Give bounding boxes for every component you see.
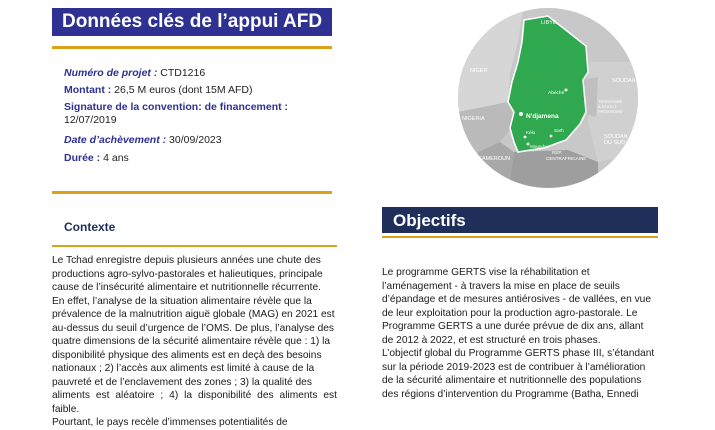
completion-row [64,134,222,147]
objectifs-line: d’épandage et de mesures antiérosives - de vallées, en vue [382,294,652,305]
contexte-line: prévalence de la malnutrition aiguë globale (MAG) en 2021 est [52,309,335,320]
objectifs-line: des régions d’intervention du Programme (Batha, Ennedi [382,388,639,400]
contexte-line: aliments est aléatoire ; 4) la disponibilité des aliments est faible. [52,390,337,415]
contexte-line: cause de l’insécurité alimentaire et nutritionnelle récurrente. [52,282,321,293]
map-label-niger: NIGER [470,68,488,74]
city-dot-abeche [565,89,568,92]
signature-label: Signature de la convention: de financement : [64,101,289,113]
objectifs-line: L’objectif global du Programme GERTS phase III, s’étandant [382,348,655,359]
contexte-line: Pourtant, le pays recèle d’immenses potentialités de [52,417,288,428]
duration-label: Durée : [64,152,101,164]
city-dot-sarh [550,135,553,138]
map-label-libye: LIBYE [541,20,557,26]
amount-value: 26,5 M euros (dont 15M AFD) [114,84,253,96]
project-number-row [64,67,205,80]
project-number-label: Numéro de projet : [64,67,158,79]
signature-value: 12/07/2019 [64,114,117,126]
city-dot-kelo [524,136,527,139]
objectifs-line: Programme GERTS a une durée prévue de dix ans, allant [382,321,644,332]
contexte-line: quatre dimensions de la sécurité alimentaire révèle que : 1) la [52,336,331,347]
contexte-title: Contexte [64,220,116,234]
key-data-divider [52,191,332,194]
signature-label-row [64,101,288,114]
contexte-line: productions agro-sylvo-pastorales et halieutiques, principale [52,268,323,280]
signature-value-row [64,114,117,127]
key-data-banner: Données clés de l’appui AFD [52,8,332,36]
contexte-line: En effet, l’analyse de la situation alimentaire révèle que la [52,295,312,307]
contexte-line: nationaux ; 2) l’accès aux aliments est limité à cause de la [52,363,315,374]
chad-map [448,2,648,194]
amount-label: Montant : [64,84,112,96]
map-label-kelo: Kélo [526,130,536,135]
map-label-cameroun: CAMEROUN [478,156,511,162]
objectifs-line: sur la période 2019-2023 est de contribuer à l’amélioration [382,361,646,373]
city-dot-moundou [527,143,530,146]
objectifs-line: Le programme GERTS vise la réhabilitation et [382,267,590,278]
duration-row [64,152,129,165]
map-label-nigeria: NIGERIA [462,116,485,122]
map-label-soudan-du-sud-2: DU SUD [604,140,626,146]
map-label-sarh: Sarh [554,128,564,133]
map-label-soudan-du-sud-1: SOUDAN [604,134,628,140]
contexte-line: Le Tchad enregistre depuis plusieurs années une chute des [52,255,321,266]
amount-row [64,84,252,97]
header-divider [52,46,332,49]
contexte-text [52,254,337,430]
completion-label: Date d’achèvement : [64,134,167,146]
project-number-value: CTD1216 [160,67,206,79]
objectifs-text [382,266,667,401]
map-label-territoire-3: PROVISOIRE [598,109,623,114]
contexte-divider [52,245,337,247]
city-dot-ndjamena [519,112,523,116]
map-label-territoire-2: À STATUT [598,104,617,109]
contexte-line: au-dessus du seuil d’urgence de l’OMS. De plus, l’analyse des [52,322,335,334]
map-label-ndjamena: N'djamena [526,113,559,120]
map-label-abeche: Abéché [548,91,565,96]
objectifs-line: de leur exploitation pour la production agro-pastorale. Le [382,307,638,319]
objectifs-line: de la sécurité alimentaire et nutritionnelle des populations [382,375,642,386]
objectifs-line: l’aménagement - à travers la mise en place de seuils [382,280,620,292]
map-label-rep-1: REP. [552,150,563,155]
duration-value: 4 ans [103,152,129,164]
map-label-rep-2: CENTRAFRICAINE [546,156,587,161]
contexte-line: disponibilité physique des aliments est en deçà des besoins [52,349,322,361]
objectifs-divider [382,236,658,238]
map-label-moundou: Moundou [530,144,550,149]
map-label-territoire-1: TERRITOIRE [598,99,623,104]
completion-value: 30/09/2023 [169,134,222,146]
objectifs-line: de 2012 à 2022, et est structuré en trois phases. [382,334,601,346]
contexte-line: pauvreté et de l’enclavement des zones ; 3) la qualité des [52,376,312,388]
objectifs-title: Objectifs [382,207,658,233]
map-label-soudan: SOUDAN [612,78,636,84]
